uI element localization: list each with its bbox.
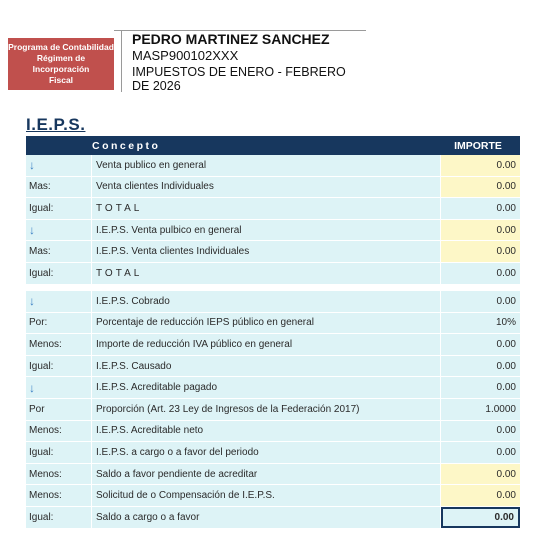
row-label: TOTAL — [92, 263, 441, 284]
row-label: I.E.P.S. Causado — [92, 356, 441, 377]
table-header — [26, 136, 520, 155]
row-op: Menos: — [26, 464, 92, 485]
amount-value: 10% — [495, 317, 516, 329]
row-op: Menos: — [26, 334, 92, 355]
table-row — [26, 291, 520, 313]
row-op: Por: — [26, 313, 92, 334]
table-row — [26, 155, 520, 177]
header — [8, 30, 366, 92]
taxpayer-name: PEDRO MARTINEZ SANCHEZ — [132, 31, 330, 47]
header-divider-left — [121, 30, 122, 92]
row-label: I.E.P.S. Cobrado — [92, 291, 441, 312]
table-row — [26, 356, 520, 378]
selected-amount-cell[interactable]: 0.00 — [441, 507, 520, 528]
row-op: Igual: — [26, 263, 92, 284]
row-label: I.E.P.S. Venta clientes Individuales — [92, 241, 441, 262]
row-label: Porcentaje de reducción IEPS público en general — [92, 313, 441, 334]
row-op: Igual: — [26, 356, 92, 377]
row-op: Mas: — [26, 241, 92, 262]
row-op: Igual: — [26, 442, 92, 463]
row-op: ↓ — [26, 220, 92, 241]
row-op: Menos: — [26, 485, 92, 506]
amount-input[interactable]: 0.00 — [441, 241, 520, 262]
row-label: TOTAL — [92, 198, 441, 219]
program-logo — [8, 38, 114, 90]
amount-value: 0.00 — [496, 338, 516, 350]
amount-value: 1.0000 — [485, 403, 516, 415]
amount-input[interactable]: 0.00 — [441, 485, 520, 506]
table-row — [26, 485, 520, 507]
row-op: Por — [26, 399, 92, 420]
row-op: Menos: — [26, 421, 92, 442]
table-row — [26, 377, 520, 399]
table-row — [26, 442, 520, 464]
header-op-cell — [26, 136, 88, 155]
amount-input[interactable]: 0.00 — [441, 177, 520, 198]
amount-value: 0.00 — [496, 360, 516, 372]
table-row — [26, 334, 520, 356]
header-amount: IMPORTE — [454, 139, 502, 152]
table-row — [26, 464, 520, 486]
section-title: I.E.P.S. — [26, 115, 86, 134]
amount-value: 0.00 — [496, 446, 516, 458]
table-row — [26, 198, 520, 220]
row-label: Solicitud de o Compensación de I.E.P.S. — [92, 485, 441, 506]
row-label: I.E.P.S. Venta pulbico en general — [92, 220, 441, 241]
row-op: ↓ — [26, 155, 92, 176]
header-concept: Concepto — [92, 139, 161, 152]
row-op: ↓ — [26, 377, 92, 398]
amount-value: 0.00 — [496, 382, 516, 394]
table-row — [26, 177, 520, 199]
row-label: Proporción (Art. 23 Ley de Ingresos de la Federación 2017) — [92, 399, 441, 420]
logo-line-3: Fiscal — [48, 75, 74, 85]
row-label: I.E.P.S. Acreditable pagado — [92, 377, 441, 398]
tax-period: IMPUESTOS DE ENERO - FEBRERO DE 2026 — [132, 65, 346, 93]
row-label: Venta publico en general — [92, 155, 441, 176]
taxpayer-rfc: MASP900102XXX — [132, 48, 239, 63]
logo-line-1: Programa de Contabilidad — [8, 42, 114, 52]
row-label: I.E.P.S. Acreditable neto — [92, 421, 441, 442]
ieps-table-bottom — [26, 291, 520, 529]
row-label: Saldo a cargo o a favor — [92, 507, 441, 528]
amount-input[interactable]: 0.00 — [441, 155, 520, 176]
amount-input[interactable]: 0.00 — [441, 464, 520, 485]
amount-value: 0.00 — [496, 202, 516, 214]
amount-input[interactable]: 0.00 — [441, 220, 520, 241]
table-row — [26, 241, 520, 263]
table-row — [26, 220, 520, 242]
table-row — [26, 263, 520, 285]
row-op: Igual: — [26, 507, 92, 528]
row-label: I.E.P.S. a cargo o a favor del periodo — [92, 442, 441, 463]
amount-value: 0.00 — [496, 267, 516, 279]
row-label: Venta clientes Individuales — [92, 177, 441, 198]
logo-line-2: Régimen de Incorporación — [32, 53, 90, 74]
row-op: Igual: — [26, 198, 92, 219]
row-op: ↓ — [26, 291, 92, 312]
table-row — [26, 421, 520, 443]
amount-value: 0.00 — [496, 425, 516, 437]
row-op: Mas: — [26, 177, 92, 198]
table-row — [26, 399, 520, 421]
row-label: Saldo a favor pendiente de acreditar — [92, 464, 441, 485]
amount-value: 0.00 — [496, 295, 516, 307]
table-row — [26, 313, 520, 335]
table-row-final — [26, 507, 520, 529]
row-label: Importe de reducción IVA público en general — [92, 334, 441, 355]
ieps-table-top — [26, 136, 520, 285]
